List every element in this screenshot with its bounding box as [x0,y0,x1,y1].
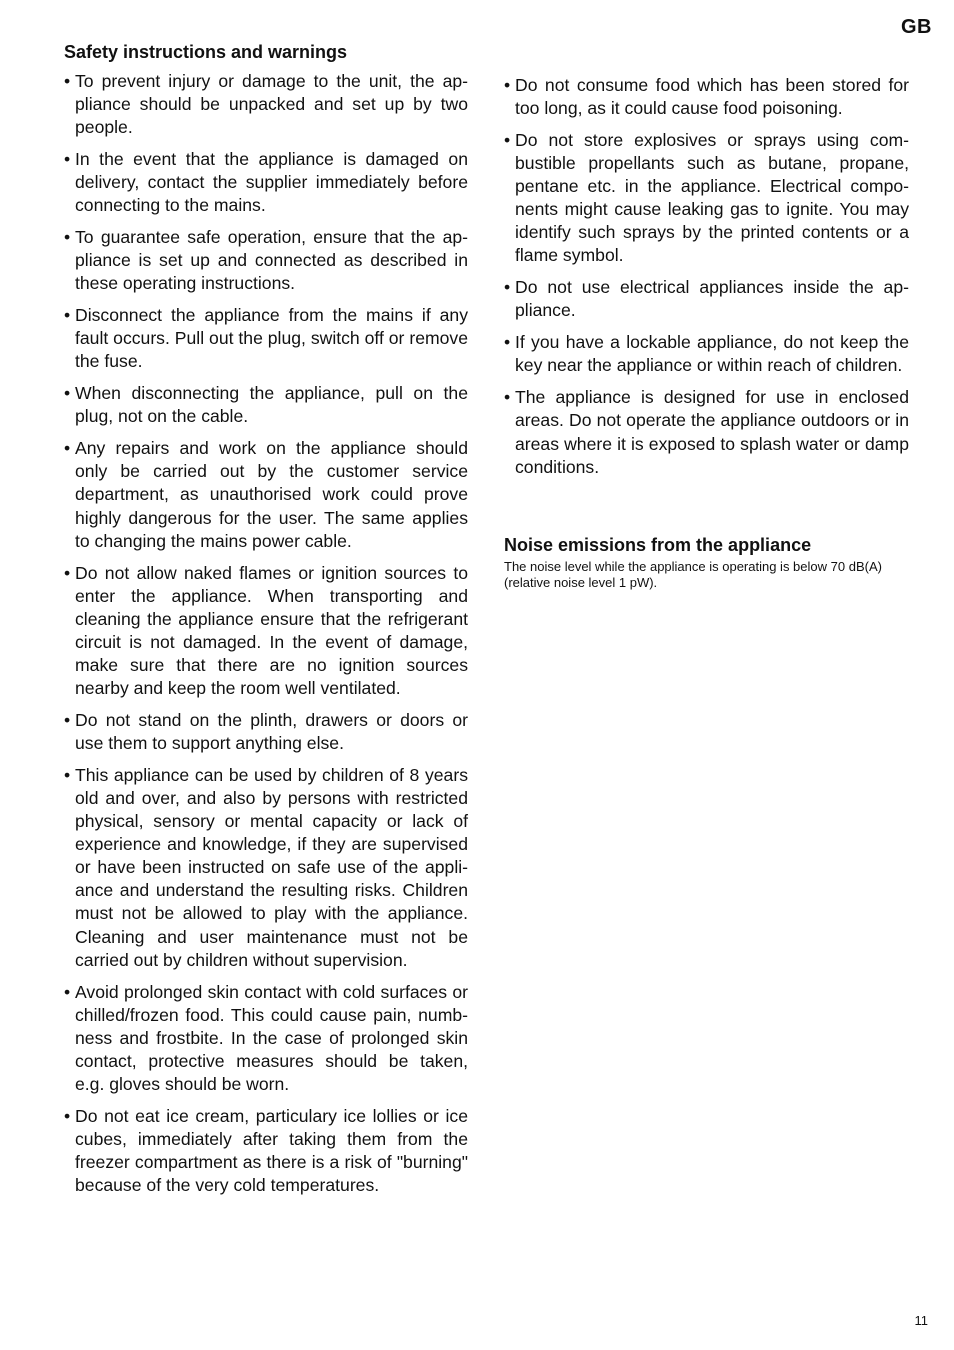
safety-list-left [64,70,468,1197]
noise-section [504,533,909,591]
list-item: • If you have a lockable appliance, do not keep the key near the appliance or within reach of children. [504,331,909,377]
page-number: 11 [914,1313,928,1328]
list-item: • This appliance can be used by children of 8 years old and over, and also by persons with restricted physical, sensory or mental capacity or lack of experience and knowledge, if they are supervised or have been instructed on safe use of the appliance and understand the resulting risks. Children must not be allowed to play with the appliance. Cleaning and user maintenance must not be carried out by children without supervision. [64,764,468,972]
list-item: • Disconnect the appliance from the mains if any fault occurs. Pull out the plug, switch off or remove the fuse. [64,304,468,373]
safety-column-right [504,74,909,591]
language-code: GB [901,16,932,38]
list-item: • In the event that the appliance is damaged on delivery, contact the supplier immediately before connecting to the mains. [64,148,468,217]
list-item: • Avoid prolonged skin contact with cold surfaces or chilled/frozen food. This could cause pain, numbness and frostbite. In the case of prolonged skin contact, protective measures should be taken, e.g. gloves should be worn. [64,981,468,1096]
safety-heading: Safety instructions and warnings [64,42,348,62]
safety-column-left [64,40,468,1206]
safety-list-right [504,74,909,479]
list-item: • Do not eat ice cream, particulary ice lollies or ice cubes, immediately after taking them from the freezer compartment as there is a risk of "burning" because of the very cold temperatures. [64,1105,468,1197]
list-item: • To guarantee safe operation, ensure that the appliance is set up and connected as described in these operating instructions. [64,226,468,295]
list-item: • To prevent injury or damage to the unit, the appliance should be unpacked and set up by two people. [64,70,468,139]
list-item: • Any repairs and work on the appliance should only be carried out by the customer service department, as unauthorised work could prove highly dangerous for the user. The same applies to changing the mains power cable. [64,437,468,552]
list-item: • Do not consume food which has been stored for too long, as it could cause food poisoning. [504,74,909,120]
list-item: • Do not allow naked flames or ignition sources to enter the appliance. When transporting and cleaning the appliance ensure that the refrigerant circuit is not damaged. In the event of damage, make sure that there are no ignition sources nearby and keep the room well ventilated. [64,562,468,701]
list-item: • Do not store explosives or sprays using combustible propellants such as butane, propane, pentane etc. in the appliance. Electrical components might cause leaking gas to ignite. You may identify such sprays by the printed contents or a flame symbol. [504,129,909,268]
list-item: • Do not stand on the plinth, drawers or doors or use them to support anything else. [64,709,468,755]
noise-heading: Noise emissions from the appliance [504,534,812,555]
noise-text: The noise level while the appliance is operating is below 70 dB(A) (relative noise level 1 pW). [504,558,882,590]
list-item: • When disconnecting the appliance, pull on the plug, not on the cable. [64,382,468,428]
list-item: • Do not use electrical appliances inside the appliance. [504,276,909,322]
list-item: • The appliance is designed for use in enclosed areas. Do not operate the appliance outdoors or in areas where it is exposed to splash water or damp conditions. [504,386,909,478]
